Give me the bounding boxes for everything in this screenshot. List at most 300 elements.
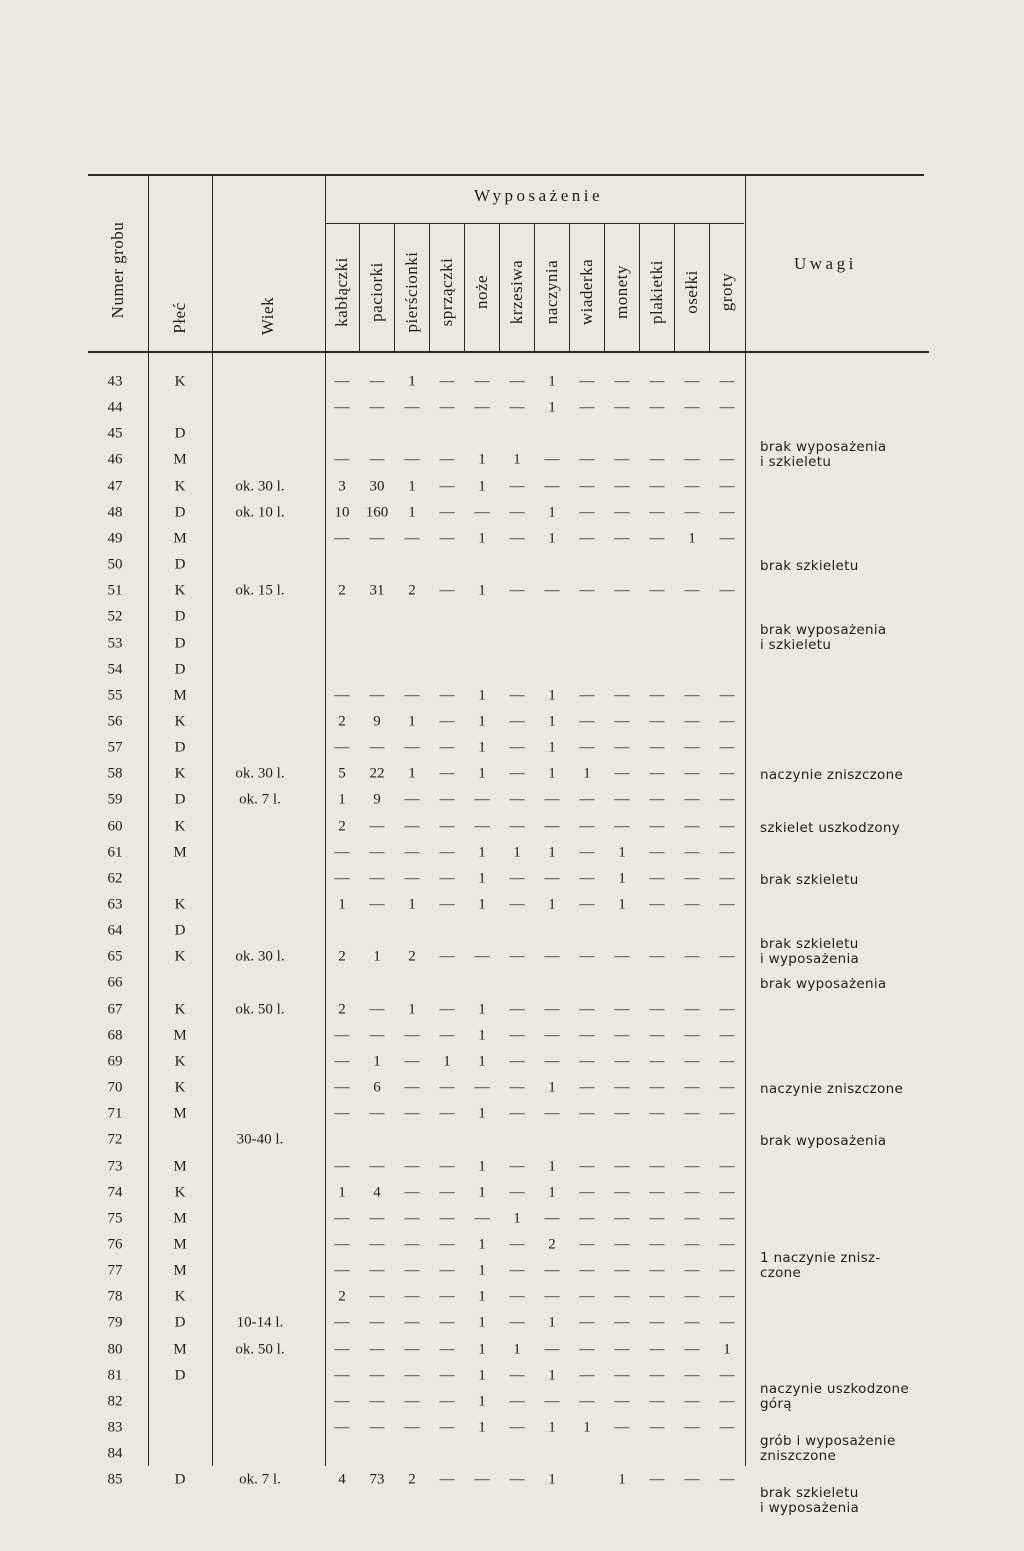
equipment-count-cell: 2 [408, 1471, 416, 1488]
sex-cell: K [174, 1079, 186, 1096]
equipment-count-cell: — [509, 870, 525, 887]
equipment-count-cell: — [369, 739, 385, 756]
equipment-count-cell: 2 [338, 713, 346, 730]
grave-number: 79 [107, 1314, 123, 1331]
equipment-count-cell: — [509, 399, 525, 416]
header-plec: Płeć [170, 302, 189, 334]
equipment-count-cell: — [334, 1393, 350, 1410]
equipment-count-cell: 1 [338, 791, 346, 808]
equipment-count-cell: — [439, 1001, 455, 1018]
equipment-count-cell: — [649, 1079, 665, 1096]
equipment-count-cell: — [719, 818, 735, 835]
equipment-count-cell: 1 [408, 1001, 416, 1018]
equipment-count-cell: — [649, 739, 665, 756]
equipment-count-cell: — [369, 1236, 385, 1253]
grave-number: 78 [107, 1288, 123, 1305]
equipment-count-cell: — [719, 478, 735, 495]
equipment-count-cell: — [439, 582, 455, 599]
grave-number: 70 [107, 1079, 123, 1096]
equipment-count-cell: — [334, 1210, 350, 1227]
equipment-count-cell: — [334, 451, 350, 468]
equipment-count-cell: — [579, 1105, 595, 1122]
equipment-count-cell: 1 [548, 373, 556, 390]
equipment-count-cell: — [544, 1341, 560, 1358]
header-eq-col: groty [717, 272, 736, 312]
equipment-count-cell: — [719, 1001, 735, 1018]
equipment-count-cell: — [334, 1105, 350, 1122]
equipment-count-cell: 1 [548, 1158, 556, 1174]
equipment-count-cell: 4 [338, 1471, 346, 1488]
age-cell: ok. 50 l. [235, 1001, 285, 1018]
equipment-count-cell: — [439, 1027, 455, 1044]
equipment-count-cell: — [579, 1158, 595, 1174]
equipment-count-cell: — [334, 373, 350, 390]
sex-cell: M [173, 1236, 187, 1253]
age-cell: ok. 30 l. [235, 478, 285, 495]
equipment-count-cell: — [509, 1158, 525, 1174]
equipment-count-cell: — [439, 896, 455, 913]
equipment-count-cell: — [579, 1001, 595, 1018]
equipment-count-cell: — [544, 1393, 560, 1410]
equipment-count-cell: — [474, 399, 490, 416]
equipment-count-cell: — [334, 1341, 350, 1358]
equipment-count-cell: — [684, 1210, 700, 1227]
equipment-count-cell: — [614, 1027, 630, 1044]
equipment-count-cell: 1 [338, 1184, 346, 1201]
equipment-count-cell: 1 [478, 765, 486, 782]
equipment-count-cell: — [719, 870, 735, 887]
subcol-divider [709, 224, 710, 351]
age-cell: ok. 10 l. [235, 504, 285, 521]
equipment-count-cell: 2 [408, 948, 416, 965]
equipment-count-cell: — [369, 1027, 385, 1044]
grave-number: 43 [107, 373, 123, 390]
equipment-count-cell: 1 [443, 1053, 451, 1070]
equipment-count-cell: — [719, 791, 735, 808]
equipment-count-cell: — [544, 1027, 560, 1044]
equipment-count-cell: — [439, 1314, 455, 1331]
grave-number: 65 [107, 948, 123, 965]
header-eq-col: paciorki [367, 262, 386, 322]
equipment-count-cell: 1 [478, 896, 486, 913]
equipment-count-cell: — [404, 399, 420, 416]
equipment-count-cell: — [579, 713, 595, 730]
equipment-count-cell: — [579, 1053, 595, 1070]
equipment-count-cell: — [684, 844, 700, 861]
equipment-count-cell: — [579, 791, 595, 808]
equipment-count-cell: 160 [365, 504, 389, 521]
col-divider [212, 176, 213, 1466]
equipment-count-cell: — [579, 1184, 595, 1201]
equipment-count-cell: — [474, 791, 490, 808]
grave-number: 85 [107, 1471, 123, 1488]
grave-number: 68 [107, 1027, 123, 1044]
equipment-count-cell: — [439, 1393, 455, 1410]
equipment-count-cell: — [719, 373, 735, 390]
sex-cell: M [173, 451, 187, 468]
equipment-count-cell: — [334, 844, 350, 861]
grave-number: 48 [107, 504, 123, 521]
grave-number: 81 [107, 1367, 123, 1384]
equipment-count-cell: — [649, 1105, 665, 1122]
age-cell: ok. 30 l. [235, 765, 285, 782]
grave-number: 54 [107, 661, 123, 678]
equipment-count-cell: — [474, 1079, 490, 1096]
equipment-count-cell: — [684, 582, 700, 599]
equipment-count-cell: — [509, 504, 525, 521]
equipment-count-cell: — [649, 504, 665, 521]
equipment-count-cell: 1 [408, 478, 416, 495]
equipment-count-cell: — [649, 713, 665, 730]
grave-number: 76 [107, 1236, 123, 1253]
equipment-count-cell: — [509, 1262, 525, 1279]
note-cell: brak wyposażenia i szkieletu [760, 439, 887, 471]
equipment-count-cell: — [579, 451, 595, 468]
equipment-count-cell: — [509, 1079, 525, 1096]
equipment-count-cell: — [614, 1053, 630, 1070]
equipment-count-cell: — [369, 1419, 385, 1436]
equipment-count-cell: — [369, 1288, 385, 1305]
sex-cell: M [173, 530, 187, 547]
equipment-count-cell: 1 [478, 1105, 486, 1122]
equipment-count-cell: 1 [478, 1236, 486, 1253]
equipment-count-cell: — [614, 1393, 630, 1410]
equipment-count-cell: 31 [369, 582, 385, 599]
equipment-count-cell: 73 [369, 1471, 385, 1488]
equipment-count-cell: — [579, 1393, 595, 1410]
header-numer-grobu: Numer grobu [108, 221, 127, 319]
note-cell: szkielet uszkodzony [760, 819, 901, 836]
sex-cell: M [173, 844, 187, 861]
note-cell: 1 naczynie znisz- czone [760, 1249, 881, 1281]
equipment-count-cell: — [334, 1236, 350, 1253]
equipment-count-cell: — [404, 530, 420, 547]
equipment-count-cell: 1 [408, 713, 416, 730]
equipment-count-cell: — [649, 1367, 665, 1384]
equipment-count-cell: — [649, 870, 665, 887]
sex-cell: K [174, 1001, 186, 1018]
equipment-count-cell: — [684, 451, 700, 468]
equipment-count-cell: — [684, 739, 700, 756]
equipment-count-cell: — [404, 870, 420, 887]
equipment-count-cell: — [509, 1314, 525, 1331]
subcol-divider [394, 224, 395, 351]
equipment-count-cell: — [614, 687, 630, 704]
equipment-count-cell: — [719, 1079, 735, 1096]
equipment-count-cell: 22 [369, 765, 385, 782]
equipment-count-cell: — [544, 478, 560, 495]
equipment-count-cell: — [439, 1367, 455, 1384]
equipment-count-cell: — [649, 765, 665, 782]
equipment-count-cell: 1 [478, 1184, 486, 1201]
equipment-count-cell: — [439, 713, 455, 730]
equipment-count-cell: — [579, 1288, 595, 1305]
equipment-count-cell: — [684, 1027, 700, 1044]
equipment-count-cell: 1 [408, 504, 416, 521]
grave-number: 80 [107, 1341, 123, 1358]
equipment-count-cell: 1 [478, 1314, 486, 1331]
equipment-count-cell: — [334, 399, 350, 416]
equipment-count-cell: — [719, 1053, 735, 1070]
equipment-count-cell: — [544, 1105, 560, 1122]
equipment-count-cell: 1 [373, 948, 381, 965]
equipment-count-cell: — [719, 1471, 735, 1488]
grave-number: 59 [107, 791, 123, 808]
subcol-divider [499, 224, 500, 351]
subcol-divider [359, 224, 360, 351]
grave-number: 44 [107, 399, 123, 416]
sex-cell: D [174, 661, 186, 678]
equipment-count-cell: — [579, 948, 595, 965]
equipment-count-cell: 1 [723, 1341, 731, 1358]
equipment-count-cell: 1 [408, 373, 416, 390]
equipment-count-cell: — [684, 1314, 700, 1331]
sex-cell: D [174, 504, 186, 521]
equipment-count-cell: 5 [338, 765, 346, 782]
sex-cell: D [174, 1471, 186, 1488]
equipment-count-cell: — [334, 1158, 350, 1174]
age-cell: 30-40 l. [236, 1131, 284, 1148]
equipment-count-cell: — [579, 1027, 595, 1044]
equipment-count-cell: — [684, 1053, 700, 1070]
equipment-count-cell: — [404, 1341, 420, 1358]
equipment-count-cell: 1 [478, 530, 486, 547]
equipment-count-cell: — [439, 1184, 455, 1201]
header-wiek: Wiek [258, 296, 277, 336]
equipment-count-cell: — [404, 1079, 420, 1096]
grave-number: 46 [107, 451, 123, 468]
equipment-count-cell: — [439, 1288, 455, 1305]
subcol-divider [464, 224, 465, 351]
equipment-count-cell: 2 [338, 1288, 346, 1305]
equipment-count-cell: — [649, 1471, 665, 1488]
equipment-count-cell: — [404, 1027, 420, 1044]
equipment-count-cell: — [509, 791, 525, 808]
grave-number: 77 [107, 1262, 123, 1279]
equipment-count-cell: — [369, 451, 385, 468]
equipment-count-cell: — [404, 1393, 420, 1410]
grave-number: 51 [107, 582, 123, 599]
equipment-count-cell: 1 [478, 870, 486, 887]
equipment-count-cell: — [369, 399, 385, 416]
equipment-count-cell: — [614, 504, 630, 521]
grave-number: 64 [107, 922, 123, 939]
equipment-count-cell: — [719, 530, 735, 547]
equipment-count-cell: — [439, 373, 455, 390]
sex-cell: M [173, 1262, 187, 1279]
equipment-count-cell: — [439, 451, 455, 468]
equipment-count-cell: 30 [369, 478, 385, 495]
sex-cell: M [173, 1341, 187, 1358]
equipment-count-cell: 1 [548, 399, 556, 416]
subcol-divider [429, 224, 430, 351]
equipment-count-cell: — [719, 1027, 735, 1044]
grave-number: 69 [107, 1053, 123, 1070]
equipment-count-cell: — [579, 504, 595, 521]
equipment-count-cell: — [334, 1262, 350, 1279]
equipment-count-cell: 1 [513, 1210, 521, 1227]
equipment-count-cell: 1 [618, 1471, 626, 1488]
equipment-count-cell: — [719, 399, 735, 416]
equipment-count-cell: — [369, 687, 385, 704]
equipment-count-cell: 1 [548, 1471, 556, 1488]
equipment-count-cell: — [369, 373, 385, 390]
equipment-count-cell: — [614, 1158, 630, 1174]
equipment-count-cell: — [509, 1001, 525, 1018]
equipment-count-cell: 1 [548, 1079, 556, 1096]
equipment-count-cell: — [439, 687, 455, 704]
equipment-count-cell: — [439, 1079, 455, 1096]
equipment-count-cell: — [544, 1053, 560, 1070]
top-rule [88, 174, 924, 176]
equipment-count-cell: — [614, 582, 630, 599]
equipment-count-cell: — [369, 1158, 385, 1174]
age-cell: ok. 30 l. [235, 948, 285, 965]
equipment-count-cell: — [579, 818, 595, 835]
equipment-count-cell: 1 [478, 1158, 486, 1174]
equipment-count-cell: — [439, 870, 455, 887]
equipment-count-cell: — [404, 844, 420, 861]
equipment-count-cell: 1 [478, 478, 486, 495]
equipment-count-cell: — [579, 582, 595, 599]
equipment-count-cell: 1 [478, 1419, 486, 1436]
equipment-count-cell: — [684, 1367, 700, 1384]
equipment-count-cell: 6 [373, 1079, 381, 1096]
sex-cell: D [174, 608, 186, 625]
equipment-count-cell: — [439, 1262, 455, 1279]
equipment-count-cell: — [684, 1471, 700, 1488]
grave-number: 49 [107, 530, 123, 547]
equipment-count-cell: — [334, 739, 350, 756]
equipment-count-cell: — [544, 1001, 560, 1018]
equipment-count-cell: 1 [513, 844, 521, 861]
sex-cell: M [173, 687, 187, 704]
equipment-count-cell: — [509, 739, 525, 756]
equipment-count-cell: — [614, 1184, 630, 1201]
equipment-count-cell: — [614, 1262, 630, 1279]
equipment-count-cell: — [649, 1419, 665, 1436]
grave-number: 67 [107, 1001, 123, 1018]
equipment-count-cell: — [369, 844, 385, 861]
note-cell: naczynie zniszczone [760, 767, 904, 784]
subcol-divider [569, 224, 570, 351]
equipment-count-cell: — [404, 1184, 420, 1201]
equipment-count-cell: — [579, 870, 595, 887]
equipment-count-cell: 1 [478, 1262, 486, 1279]
sex-cell: M [173, 1027, 187, 1044]
equipment-count-cell: — [614, 1210, 630, 1227]
equipment-count-cell: 1 [408, 896, 416, 913]
grave-number: 52 [107, 608, 123, 625]
equipment-count-cell: — [509, 1367, 525, 1384]
sex-cell: D [174, 635, 186, 651]
subcol-divider [674, 224, 675, 351]
col-divider [745, 176, 746, 1466]
equipment-count-cell: — [719, 451, 735, 468]
header-eq-col: naczynia [542, 259, 561, 325]
equipment-count-cell: — [404, 1288, 420, 1305]
sex-cell: K [174, 1053, 186, 1070]
equipment-count-cell: — [369, 870, 385, 887]
equipment-count-cell: 2 [408, 582, 416, 599]
equipment-count-cell: — [579, 1367, 595, 1384]
equipment-count-cell: — [509, 1288, 525, 1305]
equipment-count-cell: — [369, 1314, 385, 1331]
equipment-count-cell: — [579, 373, 595, 390]
equipment-count-cell: — [614, 1079, 630, 1096]
grave-number: 66 [107, 974, 123, 991]
equipment-count-cell: 1 [478, 1027, 486, 1044]
equipment-count-cell: — [579, 1210, 595, 1227]
equipment-count-cell: — [439, 399, 455, 416]
equipment-count-cell: — [439, 1105, 455, 1122]
equipment-count-cell: — [439, 1158, 455, 1174]
note-cell: brak szkieletu i wyposażenia [760, 1485, 860, 1517]
equipment-count-cell: — [369, 1393, 385, 1410]
equipment-count-cell: — [544, 948, 560, 965]
age-cell: ok. 7 l. [239, 791, 281, 808]
equipment-count-cell: — [439, 765, 455, 782]
equipment-count-cell: — [334, 530, 350, 547]
equipment-count-cell: — [509, 478, 525, 495]
equipment-count-cell: — [404, 1053, 420, 1070]
equipment-count-cell: — [614, 818, 630, 835]
equipment-count-cell: — [684, 896, 700, 913]
equipment-count-cell: — [614, 1314, 630, 1331]
equipment-count-cell: 1 [548, 504, 556, 521]
equipment-count-cell: — [614, 478, 630, 495]
equipment-count-cell: — [719, 896, 735, 913]
equipment-count-cell: — [649, 687, 665, 704]
equipment-count-cell: — [404, 1158, 420, 1174]
equipment-count-cell: — [509, 818, 525, 835]
equipment-count-cell: 1 [478, 1393, 486, 1410]
equipment-count-cell: 1 [548, 1419, 556, 1436]
grave-number: 56 [107, 713, 123, 730]
sex-cell: K [174, 1288, 186, 1305]
equipment-count-cell: — [719, 687, 735, 704]
equipment-count-cell: — [614, 373, 630, 390]
equipment-count-cell: — [474, 1210, 490, 1227]
equipment-count-cell: — [404, 1236, 420, 1253]
equipment-count-cell: — [579, 896, 595, 913]
equipment-count-cell: — [614, 1001, 630, 1018]
equipment-count-cell: — [649, 1393, 665, 1410]
equipment-count-cell: — [614, 1367, 630, 1384]
grave-number: 55 [107, 687, 123, 704]
equipment-count-cell: 1 [583, 765, 591, 782]
header-eq-col: monety [612, 265, 631, 319]
equipment-count-cell: — [649, 896, 665, 913]
equipment-count-cell: — [369, 1001, 385, 1018]
sex-cell: K [174, 765, 186, 782]
equipment-count-cell: — [579, 844, 595, 861]
equipment-count-cell: — [439, 1341, 455, 1358]
equipment-count-cell: — [404, 1367, 420, 1384]
sex-cell: K [174, 478, 186, 495]
equipment-count-cell: — [614, 1105, 630, 1122]
equipment-count-cell: — [579, 739, 595, 756]
equipment-count-cell: 1 [478, 844, 486, 861]
equipment-count-cell: 1 [548, 687, 556, 704]
sex-cell: D [174, 1314, 186, 1331]
equipment-count-cell: — [439, 791, 455, 808]
sex-cell: D [174, 1367, 186, 1384]
equipment-count-cell: 1 [548, 739, 556, 756]
equipment-count-cell: — [684, 713, 700, 730]
equipment-count-cell: — [509, 1053, 525, 1070]
equipment-count-cell: — [509, 896, 525, 913]
